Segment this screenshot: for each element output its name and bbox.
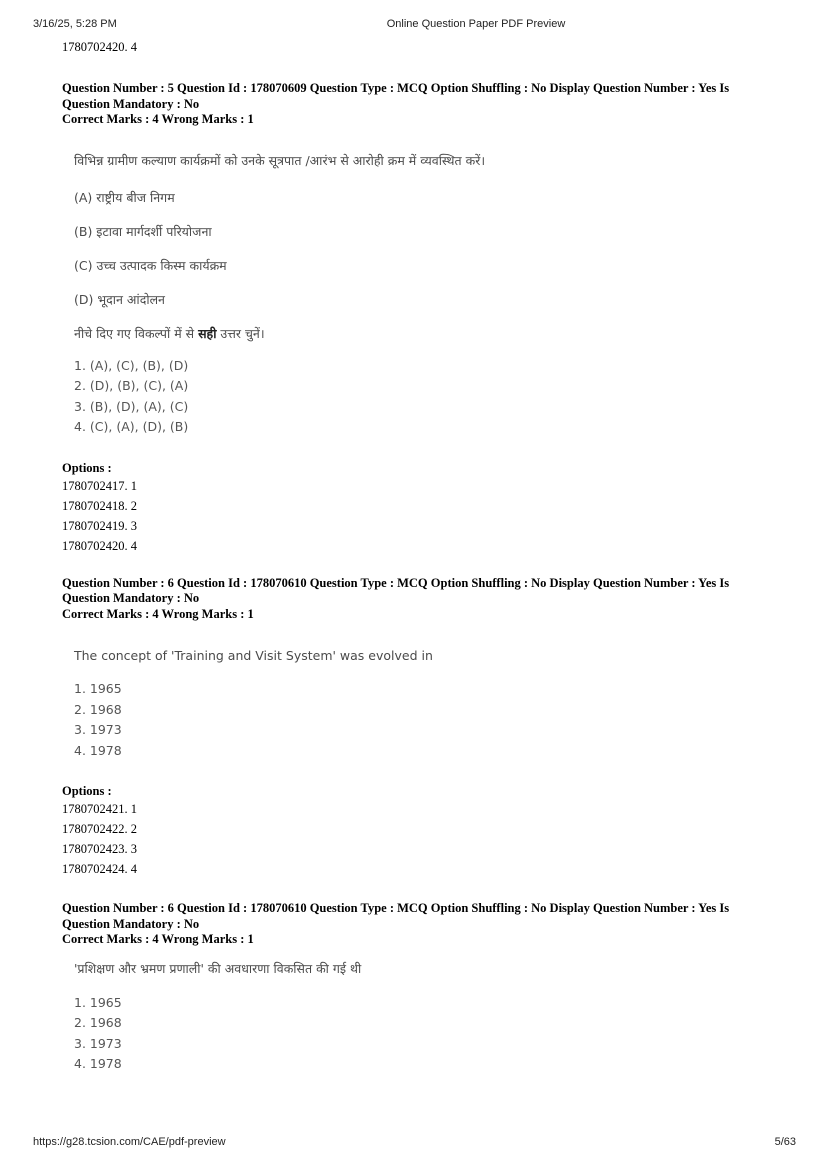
question-meta-line1: Question Number : 6 Question Id : 178070610 Question Type : MCQ Option Shuffling : No Display Question Number : Yes Is xyxy=(62,901,730,915)
question-marks: Correct Marks : 4 Wrong Marks : 1 xyxy=(62,932,254,946)
statement-b: (B) इटावा मार्गदर्शी परियोजना xyxy=(74,223,212,239)
question-stem: विभिन्न ग्रामीण कल्याण कार्यक्रमों को उनके सूत्रपात /आरंभ से आरोही क्रम में व्यवस्थित करें। xyxy=(74,152,486,168)
page-footer xyxy=(0,1136,826,1154)
question-instruction: नीचे दिए गए विकल्पों में से सही उत्तर चुनें। xyxy=(74,325,265,341)
question-meta-line1: Question Number : 6 Question Id : 178070610 Question Type : MCQ Option Shuffling : No Display Question Number : Yes Is xyxy=(62,575,730,590)
choice-2: 2. 1968 xyxy=(74,701,122,717)
statement-a: (A) राष्ट्रीय बीज निगम xyxy=(74,189,175,205)
choice-3: 3. (B), (D), (A), (C) xyxy=(74,398,189,414)
footer-url-link[interactable]: https://g28.tcsion.com/CAE/pdf-preview xyxy=(33,1136,226,1148)
question-block-6-hi xyxy=(62,901,782,1075)
choice-4: 4. 1978 xyxy=(74,742,122,758)
header-datetime: 3/16/25, 5:28 PM xyxy=(33,18,117,30)
option-id-2: 1780702422. 2 xyxy=(62,822,137,836)
choice-3: 3. 1973 xyxy=(74,1035,122,1051)
question-image xyxy=(74,152,782,438)
page-header xyxy=(0,18,826,36)
option-id-1: 1780702421. 1 xyxy=(62,802,137,816)
question-meta-line2: Question Mandatory : No xyxy=(62,96,200,111)
question-block-6-en xyxy=(62,576,782,880)
question-marks: Correct Marks : 4 Wrong Marks : 1 xyxy=(62,112,254,126)
question-meta-line2: Question Mandatory : No xyxy=(62,591,200,605)
question-stem: 'प्रशिक्षण और भ्रमण प्रणाली' की अवधारणा विकसित की गई थी xyxy=(74,960,362,976)
statement-d: (D) भूदान आंदोलन xyxy=(74,291,165,307)
question-marks: Correct Marks : 4 Wrong Marks : 1 xyxy=(62,606,254,621)
choice-1: 1. 1965 xyxy=(74,994,122,1010)
choice-2: 2. 1968 xyxy=(74,1015,122,1030)
question-meta-line1: Question Number : 5 Question Id : 178070609 Question Type : MCQ Option Shuffling : No Display Question Number : Yes Is xyxy=(62,81,730,95)
question-image xyxy=(74,648,782,761)
option-id-2: 1780702418. 2 xyxy=(62,498,137,513)
option-id-3: 1780702423. 3 xyxy=(62,842,137,856)
question-meta-line2: Question Mandatory : No xyxy=(62,916,200,931)
question-stem: The concept of 'Training and Visit System' was evolved in xyxy=(74,648,433,663)
carryover-option: 1780702420. 4 xyxy=(62,40,137,54)
choice-2: 2. (D), (B), (C), (A) xyxy=(74,378,189,393)
header-title: Online Question Paper PDF Preview xyxy=(386,18,566,30)
choice-1: 1. 1965 xyxy=(74,681,122,696)
page-number: 5/63 xyxy=(774,1136,796,1148)
choice-4: 4. (C), (A), (D), (B) xyxy=(74,419,189,434)
options-label: Options : xyxy=(62,784,112,798)
option-id-3: 1780702419. 3 xyxy=(62,518,137,533)
choice-3: 3. 1973 xyxy=(74,722,122,737)
option-id-1: 1780702417. 1 xyxy=(62,478,137,493)
options-label: Options : xyxy=(62,460,112,475)
document-body xyxy=(62,40,782,1075)
question-image xyxy=(74,960,782,1075)
question-block-5 xyxy=(62,81,782,556)
statement-c: (C) उच्च उत्पादक किस्म कार्यक्रम xyxy=(74,257,227,273)
choice-4: 4. 1978 xyxy=(74,1056,122,1071)
option-id-4: 1780702424. 4 xyxy=(62,862,137,876)
choice-1: 1. (A), (C), (B), (D) xyxy=(74,357,189,373)
option-id-4: 1780702420. 4 xyxy=(62,538,137,553)
